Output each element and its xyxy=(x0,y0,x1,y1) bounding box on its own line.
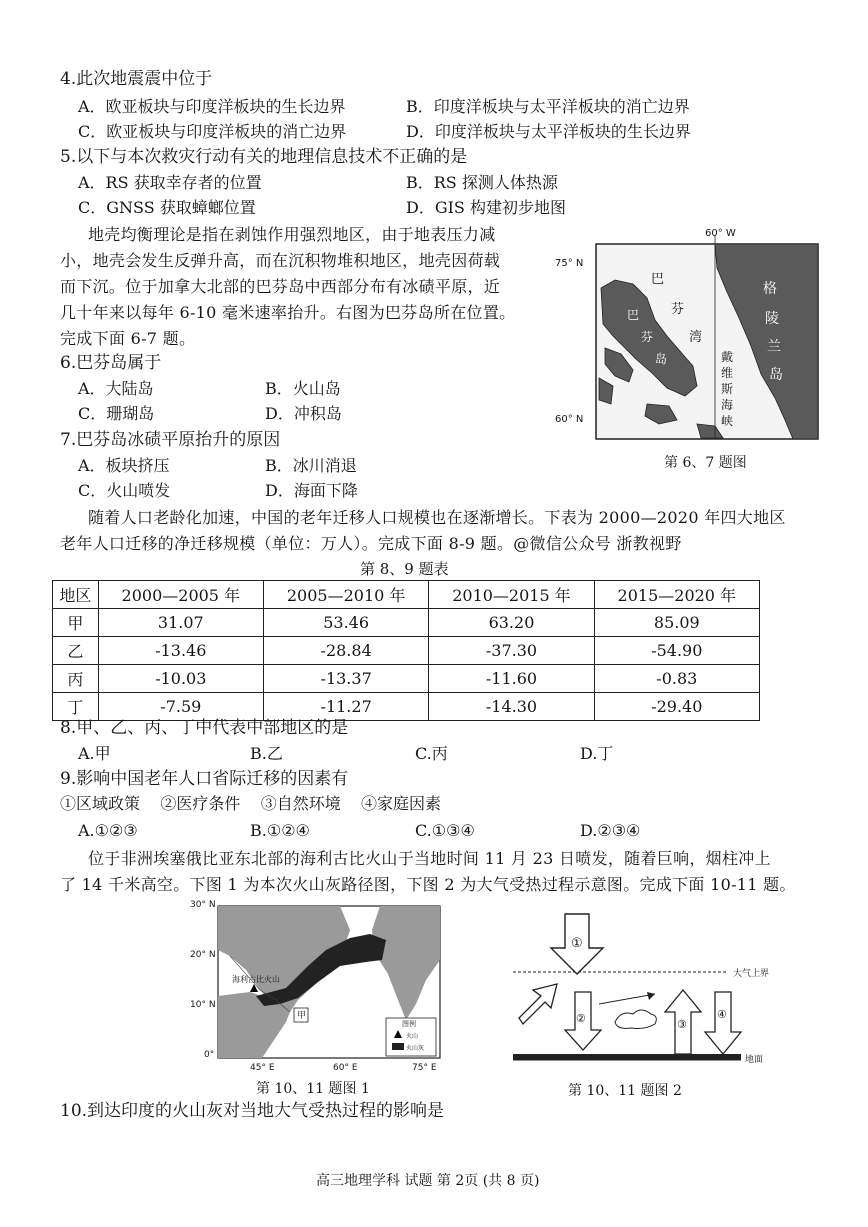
q4-option-b: B．印度洋板块与太平洋板块的消亡边界 xyxy=(406,97,690,116)
fig2-top-label: 大气上界 xyxy=(733,969,770,979)
table-cell: 85.09 xyxy=(594,609,759,637)
q4-stem: 4.此次地震震中位于 xyxy=(60,69,213,89)
table-header-cell: 2010—2015 年 xyxy=(429,581,594,609)
q6-option-a: A．大陆岛 xyxy=(78,379,154,398)
intro67-line5: 完成下面 6-7 题。 xyxy=(60,329,196,348)
map67-lon-top: 60° W xyxy=(705,228,736,239)
q4-option-a: A．欧亚板块与印度洋板块的生长边界 xyxy=(78,97,346,116)
intro67-line3: 而下沉。位于加拿大北部的巴芬岛中西部分布有冰碛平原，近 xyxy=(60,277,501,296)
map67-island-3: 岛 xyxy=(655,352,668,366)
fig1-caption: 第 10、11 题图 1 xyxy=(256,1081,370,1097)
map67-bay-1: 巴 xyxy=(651,272,665,287)
table-row xyxy=(53,609,760,637)
fig1-volcano-label: 海利古比火山 xyxy=(232,975,280,984)
fig2-caption: 第 10、11 题图 2 xyxy=(568,1083,682,1099)
table-header-cell: 2000—2005 年 xyxy=(98,581,263,609)
q8-option-c: C.丙 xyxy=(415,744,448,763)
table-cell: -13.46 xyxy=(98,637,263,665)
fig2-arrow-1: ① xyxy=(571,936,583,951)
table-cell: -11.27 xyxy=(263,693,428,721)
q8-option-d: D.丁 xyxy=(580,744,614,763)
intro67-line2: 小，地壳会发生反弹升高，而在沉积物堆积地区，地壳因荷载 xyxy=(60,251,501,270)
fig1-lat-0: 0° xyxy=(204,1050,215,1060)
table-row xyxy=(53,637,760,665)
map67-lat-bottom: 60° N xyxy=(555,414,584,425)
q6-option-c: C．珊瑚岛 xyxy=(78,404,155,423)
fig2-arrow-2: ② xyxy=(576,1012,586,1025)
fig1-legend-ash: 火山灰 xyxy=(406,1045,425,1052)
q5-option-b: B．RS 探测人体热源 xyxy=(406,173,558,192)
q7-option-b: B．冰川消退 xyxy=(265,456,357,475)
q7-option-c: C．火山喷发 xyxy=(78,481,171,500)
map67-strait-3: 斯 xyxy=(721,382,734,396)
table-cell: -28.84 xyxy=(263,637,428,665)
map67-greenland-3: 兰 xyxy=(767,339,781,355)
table-cell: 31.07 xyxy=(98,609,263,637)
q6-stem: 6.巴芬岛属于 xyxy=(60,353,162,373)
table-cell: 甲 xyxy=(53,609,99,637)
fig1-box-label: 甲 xyxy=(297,1011,307,1021)
map67-strait-2: 维 xyxy=(721,366,734,380)
q6-option-b: B．火山岛 xyxy=(265,379,341,398)
map67-bay-3: 湾 xyxy=(689,330,703,345)
table-cell: -11.60 xyxy=(429,665,594,693)
table-cell: 53.46 xyxy=(263,609,428,637)
table-cell: -13.37 xyxy=(263,665,428,693)
q7-option-d: D．海面下降 xyxy=(265,481,358,500)
map67-bay-2: 芬 xyxy=(671,302,685,317)
table-cell: -54.90 xyxy=(594,637,759,665)
table-row xyxy=(53,665,760,693)
q10-stem: 10.到达印度的火山灰对当地大气受热过程的影响是 xyxy=(60,1101,445,1121)
table-header-cell: 地区 xyxy=(53,581,99,609)
map67-greenland-4: 岛 xyxy=(769,367,783,383)
table-cell: -10.03 xyxy=(98,665,263,693)
table-cell: 63.20 xyxy=(429,609,594,637)
q9-factors: ①区域政策 ②医疗条件 ③自然环境 ④家庭因素 xyxy=(60,794,442,813)
q8-option-a: A.甲 xyxy=(78,744,111,763)
fig2-arrow-4: ④ xyxy=(717,1008,727,1021)
fig1-lat-10: 10° N xyxy=(190,1000,216,1010)
intro1011-line2: 了 14 千米高空。下图 1 为本次火山灰路径图，下图 2 为大气受热过程示意图。完成下面 10-11 题。 xyxy=(60,875,796,894)
map67-strait-4: 海 xyxy=(721,398,734,412)
map67-island-2: 芬 xyxy=(641,330,654,344)
q9-option-b: B.①②④ xyxy=(250,821,310,840)
table-cell: -14.30 xyxy=(429,693,594,721)
q9-option-a: A.①②③ xyxy=(78,821,138,840)
ash-path-map xyxy=(190,900,450,1065)
fig1-lat-30: 30° N xyxy=(190,900,216,910)
q5-stem: 5.以下与本次救灾行动有关的地理信息技术不正确的是 xyxy=(60,147,468,167)
q5-option-d: D．GIS 构建初步地图 xyxy=(406,198,566,217)
migration-table xyxy=(52,580,760,721)
map67-greenland-2: 陵 xyxy=(765,311,779,327)
page-footer: 高三地理学科 试题 第 2页 (共 8 页) xyxy=(316,1173,540,1189)
table-cell: -7.59 xyxy=(98,693,263,721)
map67-caption: 第 6、7 题图 xyxy=(664,455,747,471)
q4-option-d: D．印度洋板块与太平洋板块的生长边界 xyxy=(406,122,691,141)
q8-option-b: B.乙 xyxy=(250,744,283,763)
table-header-cell: 2005—2010 年 xyxy=(263,581,428,609)
table-cell: 乙 xyxy=(53,637,99,665)
intro67-line1: 地壳均衡理论是指在剥蚀作用强烈地区，由于地表压力减 xyxy=(88,225,496,244)
q5-option-a: A．RS 获取幸存者的位置 xyxy=(78,173,262,192)
table-cell: -29.40 xyxy=(594,693,759,721)
table-cell: -37.30 xyxy=(429,637,594,665)
atmosphere-heating-diagram xyxy=(505,912,780,1067)
q8-stem: 8.甲、乙、丙、丁中代表中部地区的是 xyxy=(60,718,349,738)
table-header-cell: 2015—2020 年 xyxy=(594,581,759,609)
q6-option-d: D．冲积岛 xyxy=(265,404,342,423)
table-cell: 丙 xyxy=(53,665,99,693)
q9-option-c: C.①③④ xyxy=(415,821,475,840)
q4-option-c: C．欧亚板块与印度洋板块的消亡边界 xyxy=(78,122,347,141)
map67-strait-1: 戴 xyxy=(721,350,734,364)
fig1-lat-20: 20° N xyxy=(190,950,216,960)
table89-title: 第 8、9 题表 xyxy=(360,560,449,578)
intro89-line2: 老年人口迁移的净迁移规模（单位：万人）。完成下面 8-9 题。@微信公众号 浙教视野 xyxy=(60,534,682,553)
intro89-line1: 随着人口老龄化加速，中国的老年迁移人口规模也在逐渐增长。下表为 2000—2020 年四大地区 xyxy=(88,508,786,527)
fig1-lon-75: 75° E xyxy=(412,1063,437,1073)
baffin-map xyxy=(555,228,825,443)
table-cell: -0.83 xyxy=(594,665,759,693)
fig2-ground-label: 地面 xyxy=(745,1055,764,1065)
map67-greenland-1: 格 xyxy=(763,281,777,297)
intro67-line4: 几十年来以每年 6-10 毫米速率抬升。右图为巴芬岛所在位置。 xyxy=(60,303,516,322)
q9-stem: 9.影响中国老年人口省际迁移的因素有 xyxy=(60,769,349,789)
table-header-row xyxy=(53,581,760,609)
fig1-lon-60: 60° E xyxy=(333,1063,358,1073)
fig1-lon-45: 45° E xyxy=(250,1063,275,1073)
map67-strait-5: 峡 xyxy=(721,414,734,428)
q7-stem: 7.巴芬岛冰碛平原抬升的原因 xyxy=(60,430,281,450)
fig1-legend-volcano: 火山 xyxy=(406,1033,419,1040)
q9-option-d: D.②③④ xyxy=(580,821,641,840)
fig1-legend-title: 图例 xyxy=(402,1020,416,1028)
map67-lat-top: 75° N xyxy=(555,258,584,269)
q5-option-c: C．GNSS 获取蟑螂位置 xyxy=(78,198,256,217)
map67-island-1: 巴 xyxy=(627,308,640,322)
intro1011-line1: 位于非洲埃塞俄比亚东北部的海利古比火山于当地时间 11 月 23 日喷发，随着巨响，烟柱冲上 xyxy=(88,849,771,868)
table-cell: 丁 xyxy=(53,693,99,721)
fig2-arrow-3: ③ xyxy=(677,1018,687,1031)
q7-option-a: A．板块挤压 xyxy=(78,456,170,475)
